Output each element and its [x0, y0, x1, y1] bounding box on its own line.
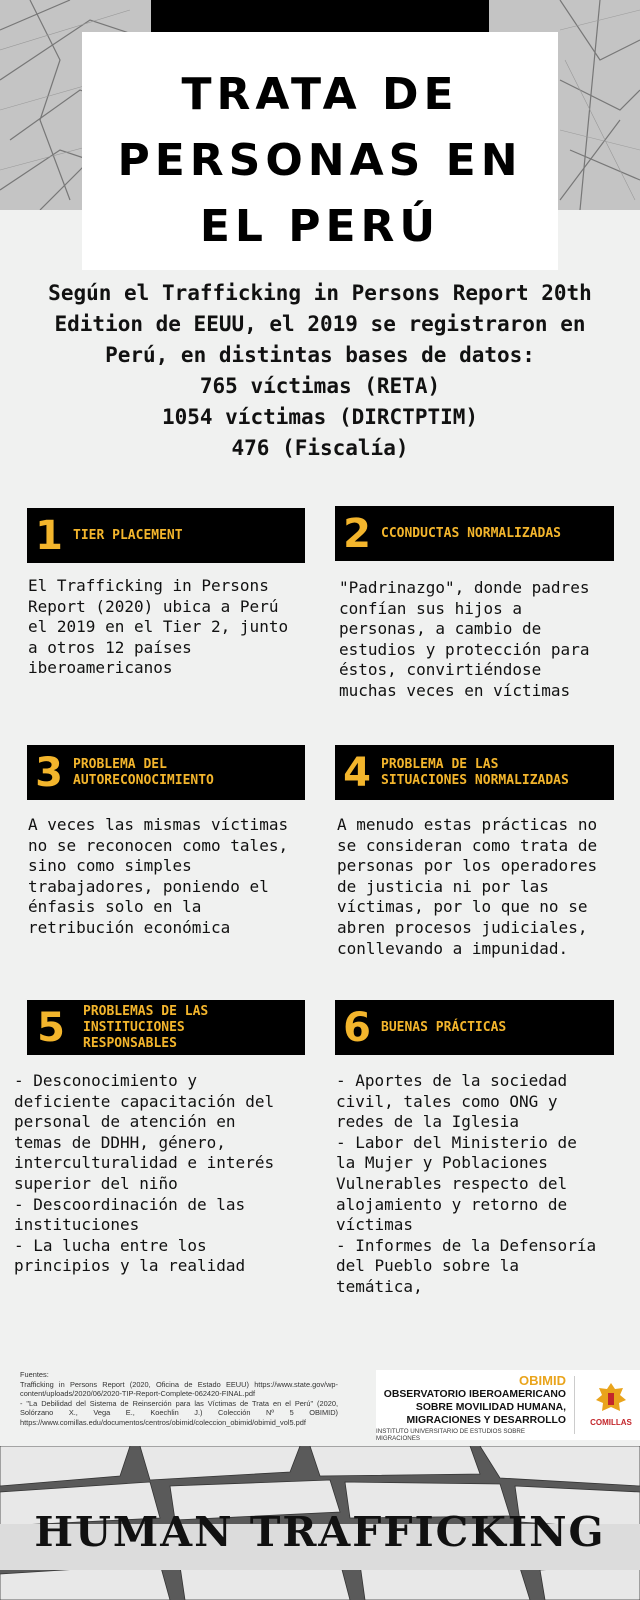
section-3-body: A veces las mismas víctimas no se reconocen como tales, sino como simples trabajadores, poniendo el énfasis solo en la retribución económica [28, 815, 289, 937]
section-1-header [27, 508, 305, 563]
section-6-body: - Aportes de la sociedad civil, tales como ONG y redes de la Iglesia - Labor del Ministerio de la Mujer y Poblaciones Vulnerables respecto del alojamiento y retorno de víctimas - Informes de la Defensoría del Pueblo sobre la temática, [336, 1071, 597, 1296]
title-card [82, 32, 558, 270]
section-5-header [27, 1000, 305, 1055]
comillas-wordmark: COMILLAS [590, 1418, 632, 1427]
sources-label: Fuentes: [20, 1370, 49, 1379]
intro-text: Según el Trafficking in Persons Report 20th Edition de EEUU, el 2019 se registraron en Perú, en distintas bases de datos: [48, 281, 592, 367]
section-6-title: BUENAS PRÁCTICAS [381, 1019, 507, 1035]
section-1-body: El Trafficking in Persons Report (2020) ubica a Perú el 2019 en el Tier 2, junto a otros 12 países iberoamericanos [28, 576, 289, 678]
stat-fiscalia: 476 (Fiscalía) [231, 436, 409, 460]
section-2-title: CCONDUCTAS NORMALIZADAS [381, 525, 562, 541]
institute-name: INSTITUTO UNIVERSITARIO DE ESTUDIOS SOBRE MIGRACIONES [376, 1428, 525, 1442]
section-6-header [335, 1000, 614, 1055]
section-6-number: 6 [343, 1004, 371, 1051]
observatory-name: OBSERVATORIO IBEROAMERICANO SOBRE MOVILIDAD HUMANA, MIGRACIONES Y DESARROLLO [383, 1389, 566, 1426]
stat-dirctptim: 1054 víctimas (DIRCTPTIM) [161, 405, 479, 429]
intro-block [18, 278, 622, 464]
logo-divider [574, 1376, 575, 1434]
page-title: TRATA DE PERSONAS EN EL PERÚ [117, 69, 523, 252]
section-3-number: 3 [35, 749, 63, 796]
section-3-title: PROBLEMA DEL AUTORECONOCIMIENTO [73, 756, 214, 788]
section-1-number: 1 [35, 512, 63, 559]
section-5-number: 5 [37, 1004, 65, 1051]
section-1-title: TIER PLACEMENT [73, 527, 183, 543]
section-4-header [335, 745, 614, 800]
section-4-body: A menudo estas prácticas no se consideran como trata de personas por los operadores de justicia ni por las víctimas, por lo que no se abren procesos judiciales, conllevando a impunidad. [337, 815, 598, 958]
source-2: - "La Debilidad del Sistema de Reinserción para las Víctimas de Trata en el Perú" (2020, Solórzano X., Vega E., Koechlin J.) Colección Nº 5 OBIMID) https://www.comillas.edu/documentos/centros/obimid/coleccion_obimid/obimid_vol5.pdf [20, 1398, 338, 1427]
section-4-title: PROBLEMA DE LAS SITUACIONES NORMALIZADAS [381, 756, 569, 788]
human-trafficking-banner: HUMAN TRAFFICKING [34, 1508, 606, 1556]
comillas-crest-icon [592, 1380, 630, 1418]
stat-reta: 765 víctimas (RETA) [199, 374, 441, 398]
obimid-logo [376, 1370, 640, 1440]
section-5-body: - Desconocimiento y deficiente capacitación del personal de atención en temas de DDHH, género, interculturalidad e interés superior del niño - Descoordinación de las instituciones - La lucha entre los principios y la realidad [14, 1071, 275, 1276]
section-2-body: "Padrinazgo", donde padres confían sus hijos a personas, a cambio de estudios y protección para éstos, convirtiéndose muchas veces en víctimas [339, 578, 590, 700]
section-4-number: 4 [343, 749, 371, 796]
section-2-header [335, 506, 614, 561]
section-5-title: PROBLEMAS DE LAS INSTITUCIONES RESPONSABLES [83, 1003, 209, 1051]
source-1: Trafficking in Persons Report (2020, Oficina de Estado EEUU) https://www.state.gov/wp-content/uploads/2020/06/2020-TIP-Report-Complete-062420-FINAL.pdf [20, 1379, 338, 1399]
section-3-header [27, 745, 305, 800]
sources-block [20, 1370, 338, 1428]
section-2-number: 2 [343, 510, 371, 557]
obimid-wordmark: OBIMID [519, 1373, 566, 1388]
